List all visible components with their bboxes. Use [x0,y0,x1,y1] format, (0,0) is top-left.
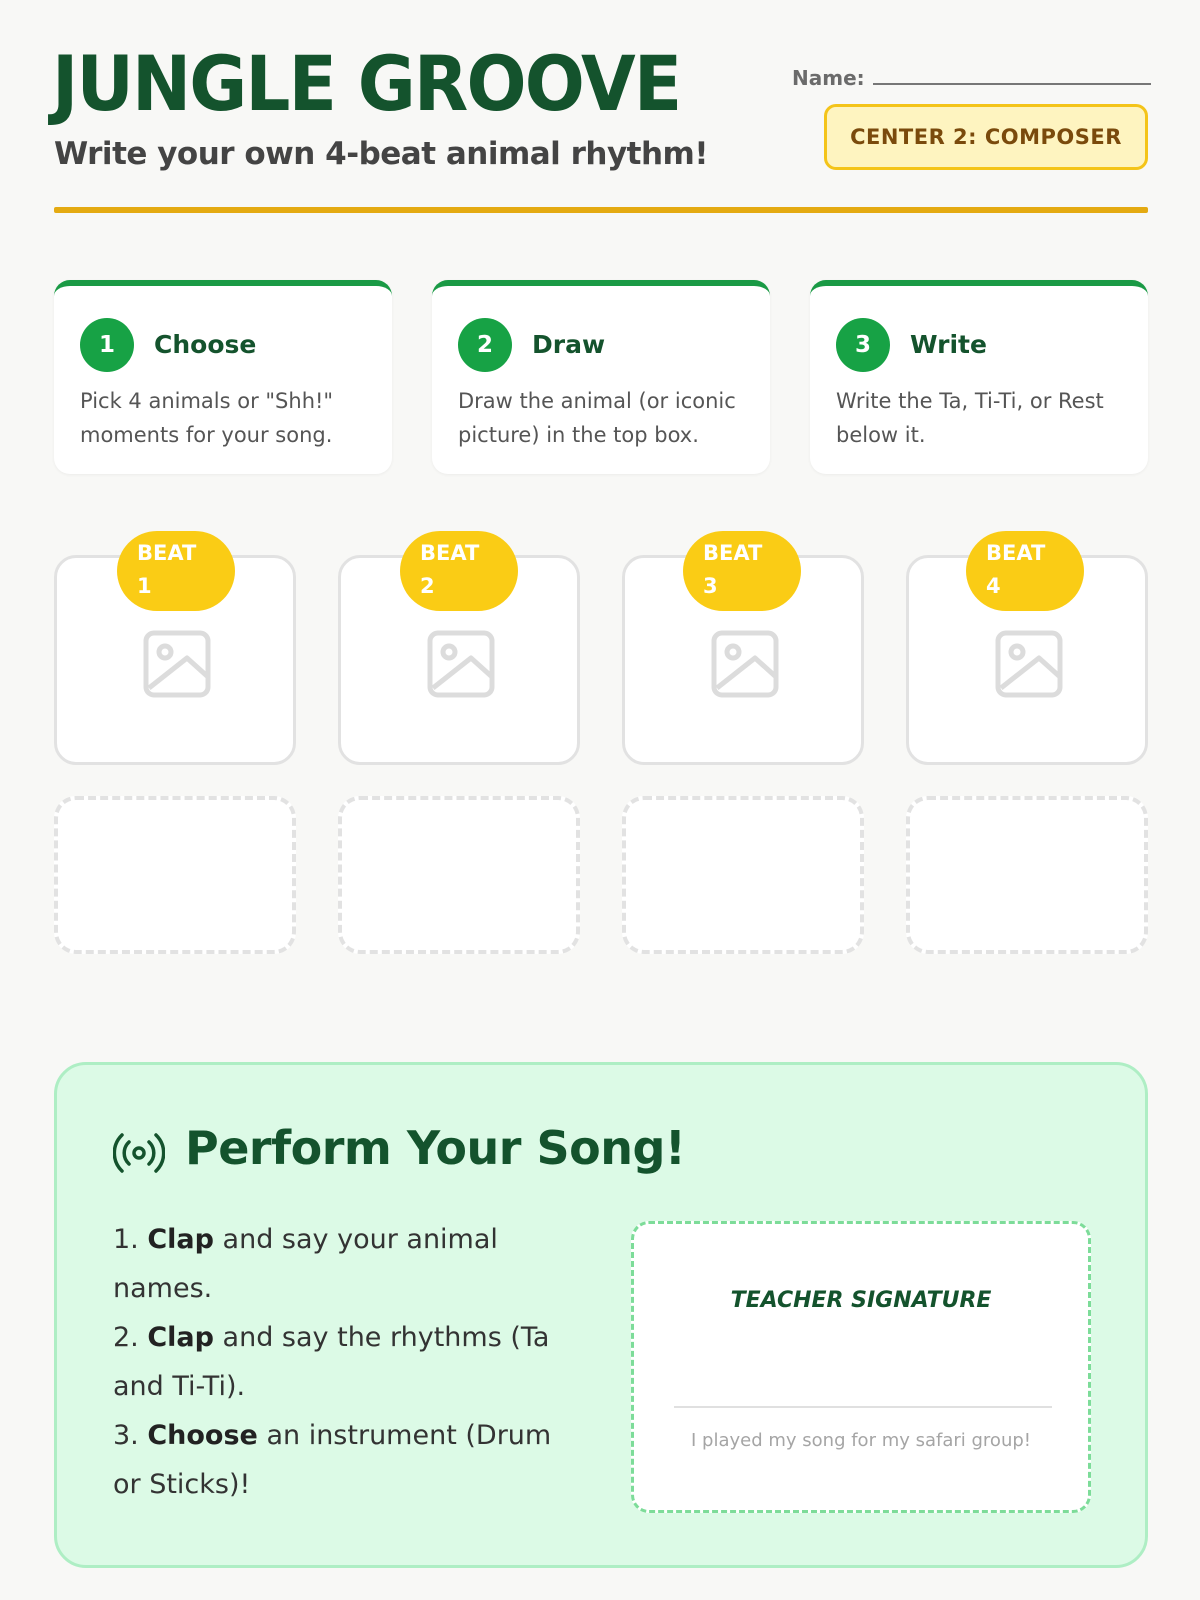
instruction-item [113,1215,583,1313]
beat-badge-2 [400,531,518,611]
beat-label: BEAT [420,541,480,565]
name-line[interactable] [873,67,1151,85]
instruction-number: 2. [113,1322,148,1353]
rhythm-writing-box-1[interactable] [54,796,296,954]
beat-badge-1 [117,531,235,611]
step-title: Choose [154,330,257,359]
beat-badge-4 [966,531,1084,611]
image-icon [711,630,779,698]
image-icon [143,630,211,698]
step-title: Draw [532,330,606,359]
instruction-text: and say your animal names. [113,1224,498,1304]
page-title: JUNGLE GROOVE [52,39,681,128]
signature-caption: I played my song for my safari group! [691,1430,1031,1451]
beat-number: 1 [137,574,152,598]
beat-label: BEAT [986,541,1046,565]
step-card-draw [432,280,770,474]
instruction-verb: Clap [147,1322,214,1353]
page-subtitle: Write your own 4-beat animal rhythm! [54,136,708,172]
instruction-text: an instrument (Drum or Sticks)! [113,1420,552,1500]
rhythm-writing-box-4[interactable] [906,796,1148,954]
instruction-item [113,1411,583,1509]
beat-badge-3 [683,531,801,611]
name-field [792,66,1151,90]
step-title: Write [910,330,987,359]
signature-line[interactable] [674,1406,1052,1408]
beat-label: BEAT [137,541,197,565]
header-divider [54,207,1148,213]
teacher-signature-box[interactable] [631,1221,1091,1513]
perform-title: Perform Your Song! [185,1121,686,1175]
center-badge: CENTER 2: COMPOSER [824,104,1148,170]
instruction-verb: Choose [147,1420,258,1451]
step-description: Pick 4 animals or "Shh!" moments for your song. [80,389,334,447]
step-number: 2 [458,318,512,372]
step-number: 1 [80,318,134,372]
instruction-item [113,1313,583,1411]
rhythm-writing-box-2[interactable] [338,796,580,954]
instruction-number: 1. [113,1224,148,1255]
beat-label: BEAT [703,541,763,565]
step-description: Write the Ta, Ti-Ti, or Rest below it. [836,389,1104,447]
perform-instructions [113,1215,583,1509]
rhythm-writing-box-3[interactable] [622,796,864,954]
beat-number: 2 [420,574,435,598]
beat-number: 3 [703,574,718,598]
step-number: 3 [836,318,890,372]
image-icon [427,630,495,698]
name-label: Name: [792,66,865,90]
signature-label: TEACHER SIGNATURE [730,1288,992,1313]
perform-section [54,1062,1148,1568]
instruction-text: and say the rhythms (Ta and Ti-Ti). [113,1322,550,1402]
instruction-verb: Clap [147,1224,214,1255]
step-description: Draw the animal (or iconic picture) in the top box. [458,389,736,447]
beat-number: 4 [986,574,1001,598]
broadcast-icon [113,1131,165,1175]
image-icon [995,630,1063,698]
instruction-number: 3. [113,1420,148,1451]
step-card-write [810,280,1148,474]
step-card-choose [54,280,392,474]
